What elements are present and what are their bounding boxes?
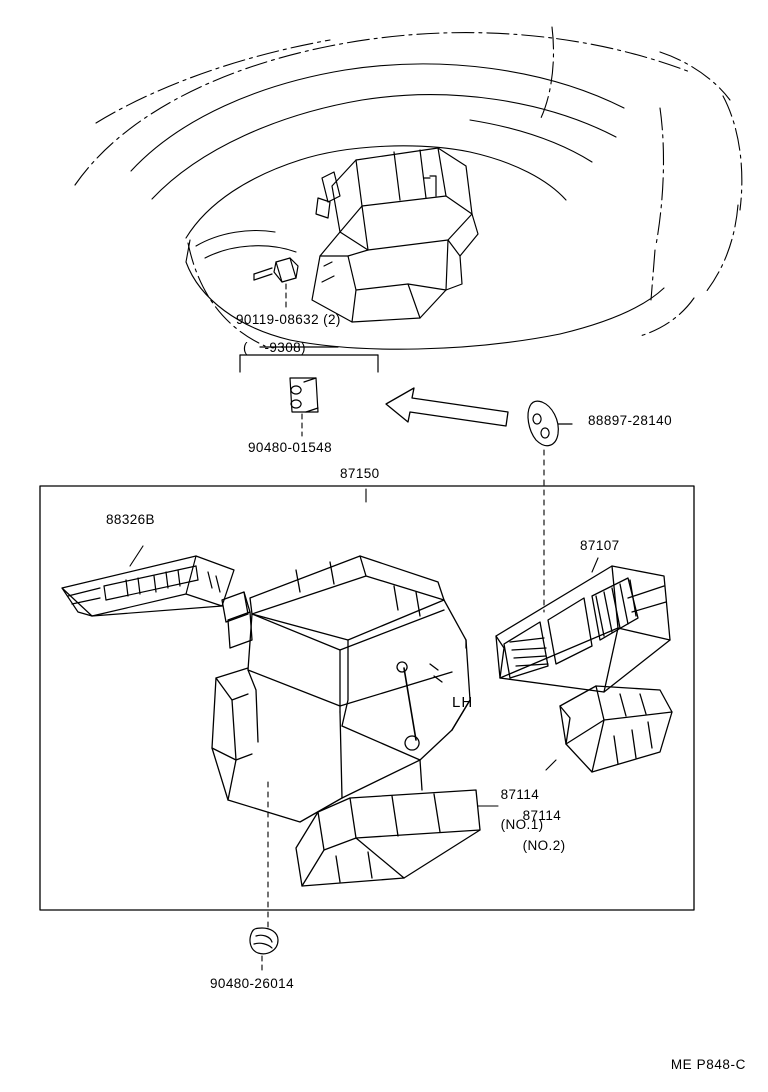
part-label-88897-28140: 88897-28140 <box>588 413 672 428</box>
part-number-87114-no2: 87114 <box>522 808 562 823</box>
part-sub-87114-no1: (NO.1) <box>500 817 544 832</box>
part-number-87114-no1: 87114 <box>500 787 540 802</box>
part-label-90119-08632: 90119-08632 (2) <box>236 312 341 327</box>
part-label-date-range: ( -9308) <box>243 340 306 355</box>
part-label-87107: 87107 <box>580 538 620 553</box>
part-label-90480-01548: 90480-01548 <box>248 440 332 455</box>
lh-side-marker: LH <box>452 694 474 711</box>
part-sub-87114-no2: (NO.2) <box>522 838 566 853</box>
part-label-88326B: 88326B <box>106 512 155 527</box>
part-label-90480-26014: 90480-26014 <box>210 976 294 991</box>
part-label-87150: 87150 <box>340 466 380 481</box>
part-label-87114-no2 <box>506 793 566 868</box>
diagram-footer-code: ME P848-C <box>670 1057 746 1072</box>
